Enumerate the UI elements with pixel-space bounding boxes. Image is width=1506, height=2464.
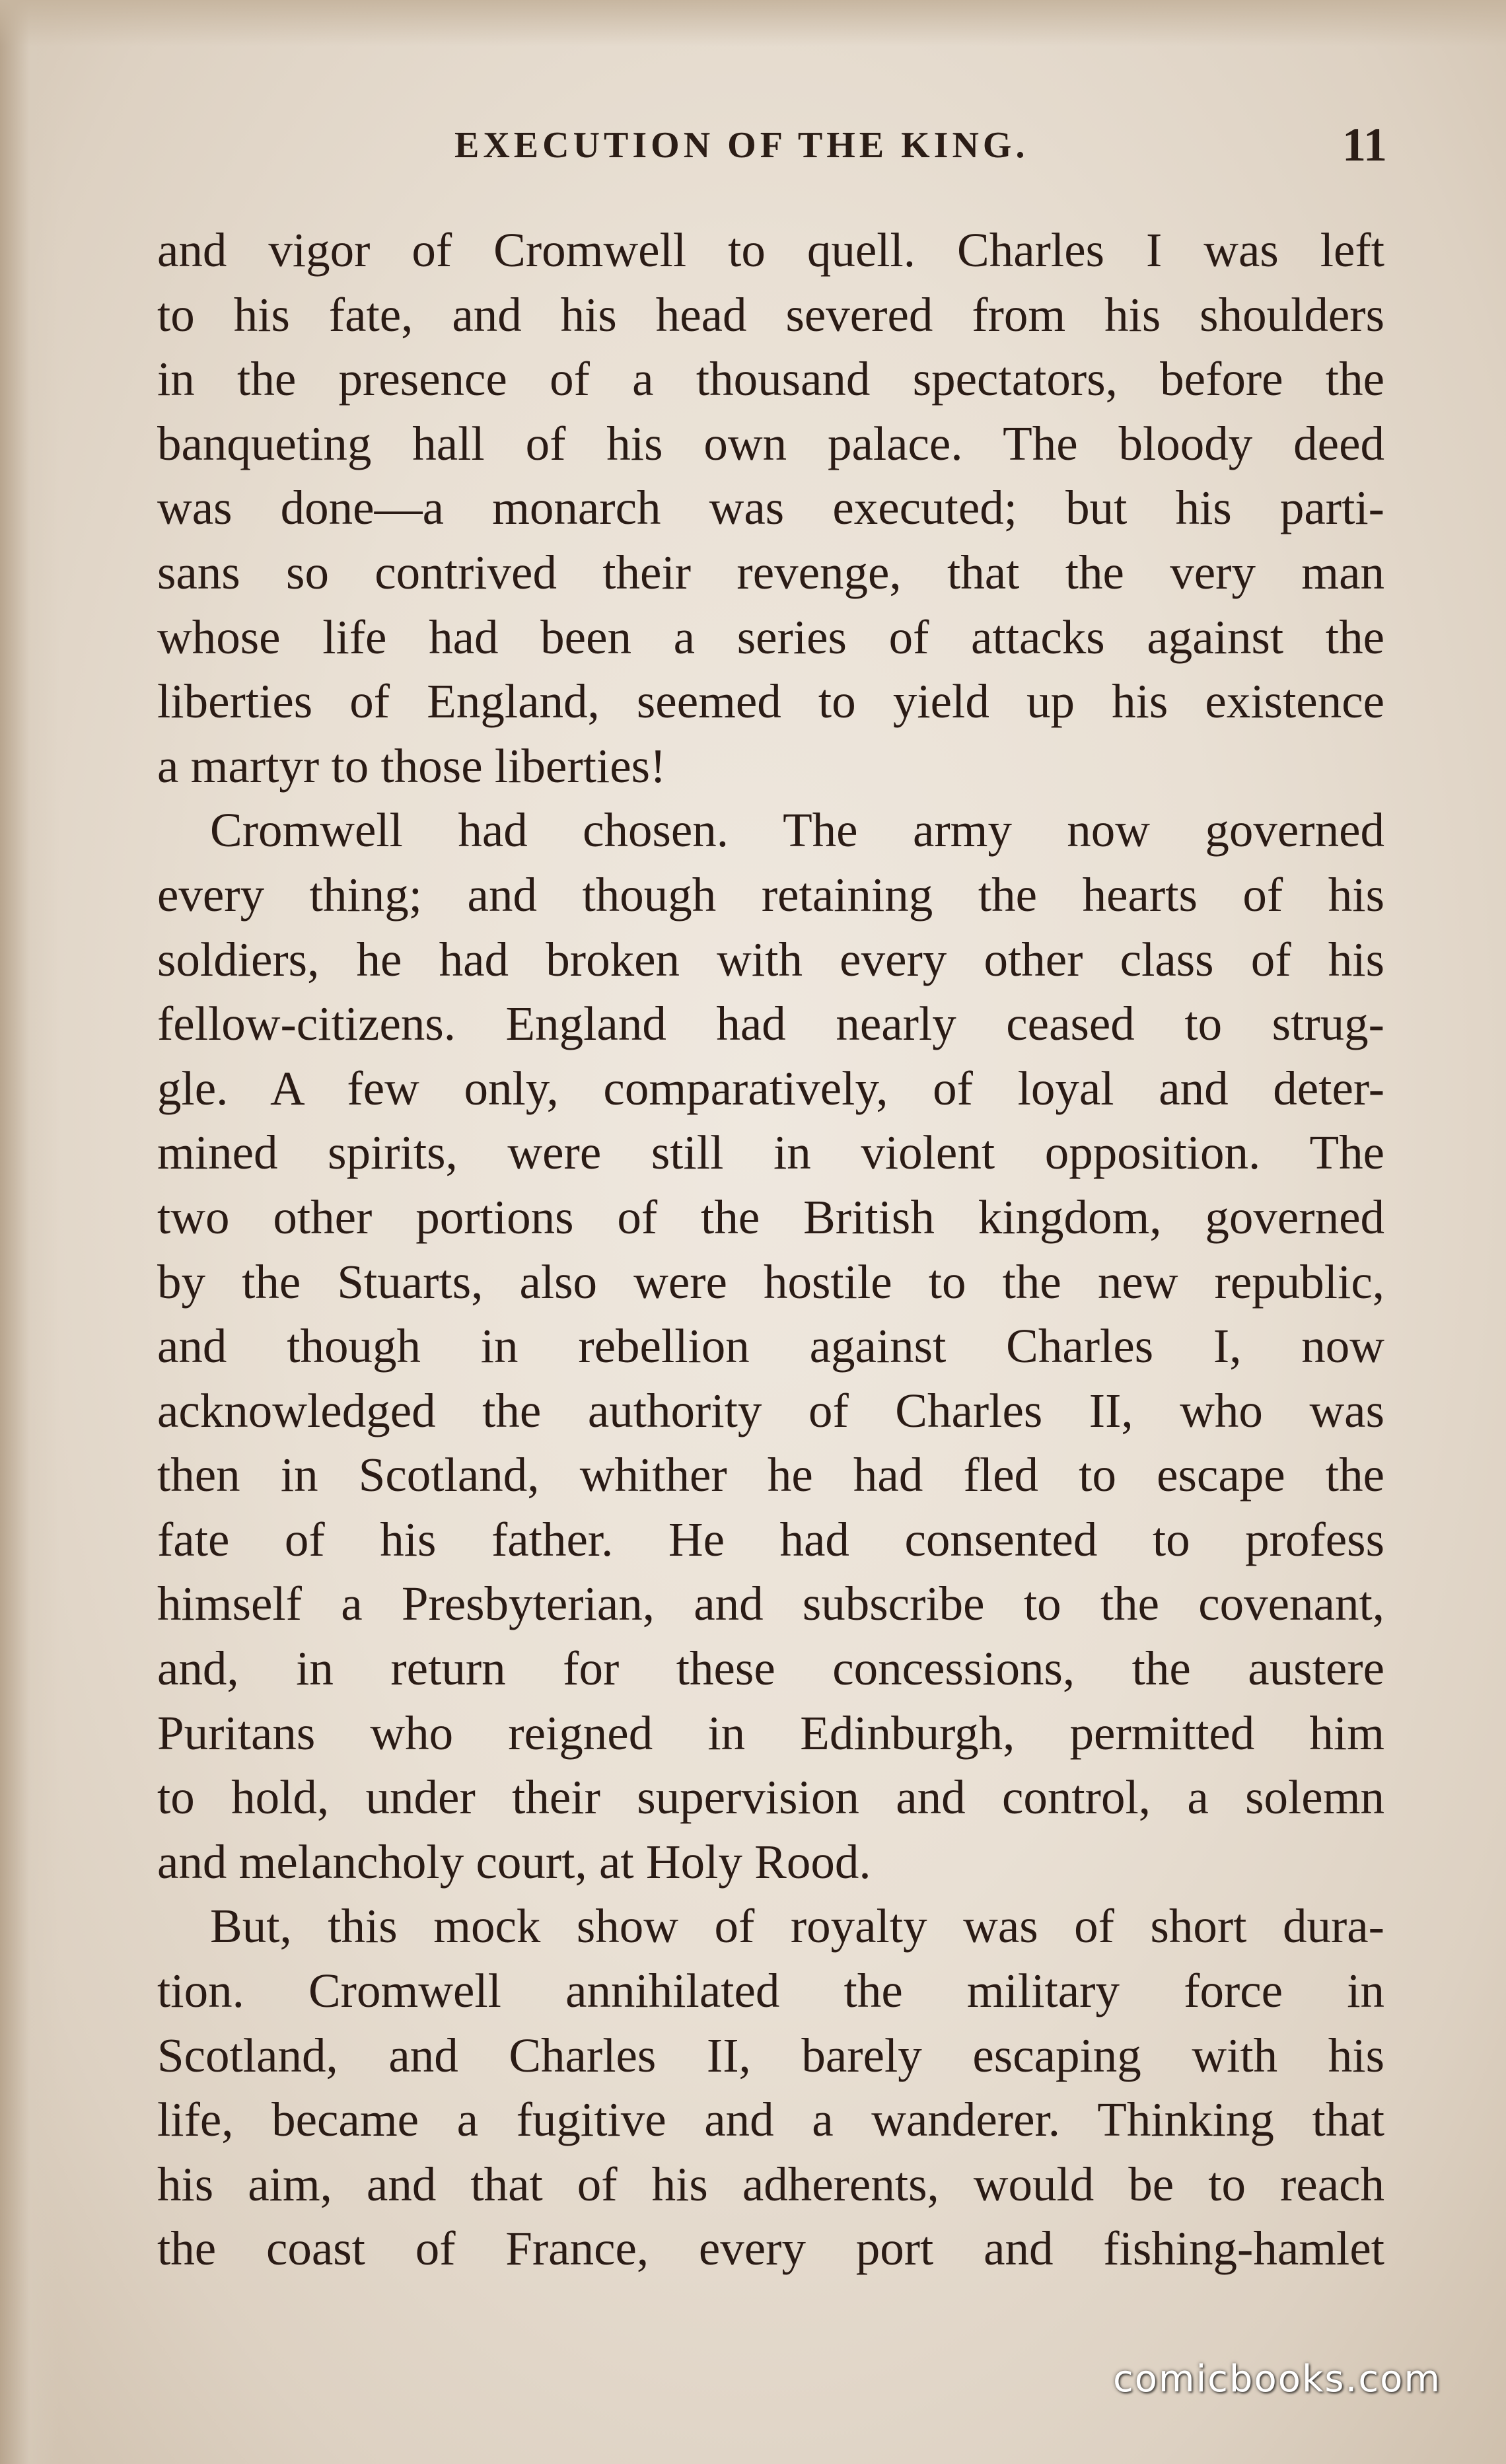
text-line: sans so contrived their revenge, that the very man bbox=[157, 545, 1384, 599]
text-line: then in Scotland, whither he had fled to escape the bbox=[157, 1448, 1384, 1502]
running-head bbox=[159, 111, 1387, 184]
text-line: Cromwell had chosen. The army now governed bbox=[210, 803, 1384, 857]
text-line: Scotland, and Charles II, barely escaping with his bbox=[157, 2028, 1384, 2082]
text-line: life, became a fugitive and a wanderer. Thinking that bbox=[157, 2093, 1384, 2147]
text-line: every thing; and though retaining the hearts of his bbox=[157, 867, 1384, 922]
page-shadow-left bbox=[0, 0, 59, 2464]
text-line: banqueting hall of his own palace. The bloody deed bbox=[157, 416, 1384, 470]
text-line: and, in return for these concessions, the austere bbox=[157, 1642, 1384, 1696]
text-line: mined spirits, were still in violent opposition. The bbox=[157, 1126, 1384, 1180]
text-line: soldiers, he had broken with every other class of his bbox=[157, 932, 1384, 986]
text-line: was done—a monarch was executed; but his parti- bbox=[157, 481, 1384, 535]
page-number: 11 bbox=[1342, 118, 1387, 171]
text-line: to his fate, and his head severed from his shoulders bbox=[157, 287, 1384, 342]
text-line: whose life had been a series of attacks against the bbox=[157, 610, 1384, 664]
text-line: to hold, under their supervision and control, a solemn bbox=[157, 1770, 1384, 1825]
text-line: the coast of France, every port and fishing-hamlet bbox=[157, 2222, 1384, 2276]
text-line: in the presence of a thousand spectators, before the bbox=[157, 352, 1384, 406]
text-line: liberties of England, seemed to yield up his existence bbox=[157, 674, 1384, 729]
text-line: himself a Presbyterian, and subscribe to the covenant, bbox=[157, 1577, 1384, 1631]
running-title: EXECUTION OF THE KING. bbox=[454, 125, 1029, 166]
text-line: tion. Cromwell annihilated the military force in bbox=[157, 1964, 1384, 2018]
text-line: and though in rebellion against Charles I, now bbox=[157, 1319, 1384, 1373]
body-text bbox=[157, 218, 1384, 2281]
watermark: comicbooks.com bbox=[1112, 2358, 1441, 2401]
text-line: fate of his father. He had consented to profess bbox=[157, 1512, 1384, 1566]
text-line: two other portions of the British kingdom, governed bbox=[157, 1190, 1384, 1244]
page-shadow-top bbox=[0, 0, 1506, 46]
text-line: But, this mock show of royalty was of short dura- bbox=[210, 1899, 1384, 1953]
text-line: Puritans who reigned in Edinburgh, permitted him bbox=[157, 1706, 1384, 1760]
text-line: and vigor of Cromwell to quell. Charles I was left bbox=[157, 223, 1384, 277]
text-line: and melancholy court, at Holy Rood. bbox=[157, 1834, 871, 1889]
text-line: fellow-citizens. England had nearly ceased to strug- bbox=[157, 997, 1384, 1051]
text-line: by the Stuarts, also were hostile to the new republic, bbox=[157, 1254, 1384, 1309]
text-line: acknowledged the authority of Charles II, who was bbox=[157, 1383, 1384, 1437]
text-line: a martyr to those liberties! bbox=[157, 739, 666, 793]
text-line: gle. A few only, comparatively, of loyal and deter- bbox=[157, 1061, 1384, 1115]
text-line: his aim, and that of his adherents, would be to reach bbox=[157, 2157, 1384, 2211]
